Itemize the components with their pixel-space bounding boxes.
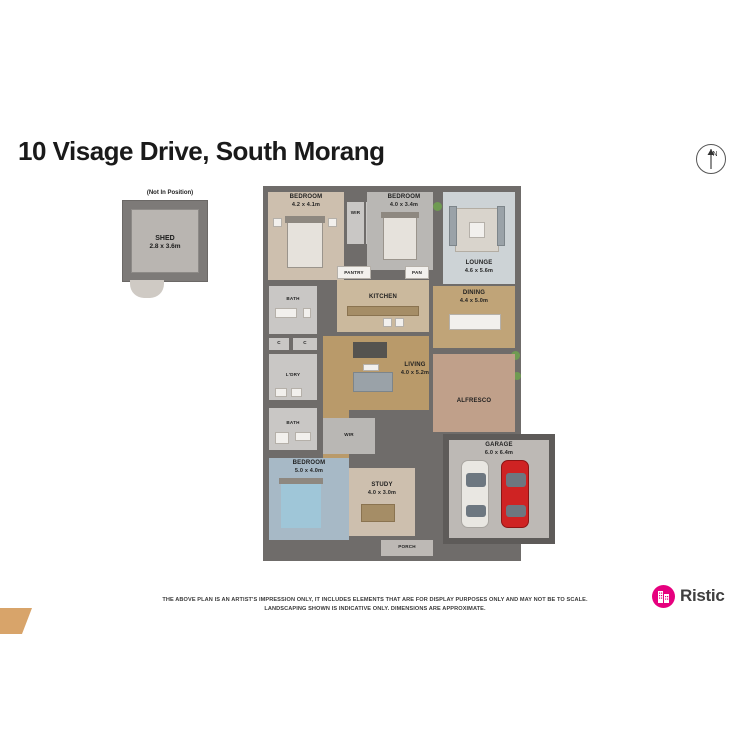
fixture-vanity bbox=[295, 432, 311, 441]
fixture-washer bbox=[291, 388, 302, 397]
furniture-bed bbox=[281, 482, 321, 528]
furniture-sofa bbox=[497, 206, 505, 246]
room-dimensions: 4.0 x 3.0m bbox=[367, 489, 397, 496]
furniture-tv-unit bbox=[353, 342, 387, 358]
fixture-shower bbox=[275, 432, 289, 444]
room-wir-top-left bbox=[347, 202, 364, 244]
disclaimer-line-1: THE ABOVE PLAN IS AN ARTIST'S IMPRESSION ONLY, IT INCLUDES ELEMENTS THAT ARE FOR DISPLAY PURPOSES ONLY AND MAY NOT BE TO SCALE. bbox=[162, 597, 588, 603]
shed-block bbox=[122, 200, 208, 282]
shed-floor bbox=[131, 209, 199, 273]
room-label-kitchen: KITCHEN bbox=[368, 294, 398, 300]
furniture-bed bbox=[287, 220, 323, 268]
room-label-dining bbox=[433, 290, 515, 305]
room-label-wir-top-left: WIR bbox=[350, 210, 361, 215]
furniture-bedhead bbox=[381, 212, 419, 218]
fixture-bath bbox=[275, 308, 297, 318]
shed-dimensions: 2.8 x 3.6m bbox=[149, 243, 181, 251]
floorplan-diagram bbox=[263, 186, 559, 561]
shed-note: (Not In Position) bbox=[146, 190, 194, 196]
room-name: LOUNGE bbox=[465, 260, 493, 266]
page-title: 10 Visage Drive, South Morang bbox=[18, 136, 385, 166]
room-label-wir-main: WIR bbox=[344, 432, 354, 437]
furniture-coffee-table bbox=[469, 222, 485, 238]
vehicle-red-car bbox=[501, 460, 529, 528]
closet-b-label: C bbox=[303, 340, 307, 345]
disclaimer-line-2: LANDSCAPING SHOWN IS INDICATIVE ONLY. DIMENSIONS ARE APPROXIMATE. bbox=[264, 605, 486, 612]
room-study bbox=[349, 468, 415, 536]
room-label-porch: PORCH bbox=[398, 544, 416, 549]
brand-name: Ristic bbox=[680, 586, 725, 605]
room-name: GARAGE bbox=[485, 442, 513, 448]
disclaimer bbox=[0, 596, 750, 613]
room-alfresco bbox=[433, 354, 515, 432]
room-name: LIVING bbox=[404, 362, 426, 368]
room-name: STUDY bbox=[371, 482, 393, 488]
corner-graphic bbox=[0, 608, 22, 634]
fixture-laundry-trough bbox=[275, 388, 287, 397]
room-dimensions: 4.4 x 5.0m bbox=[459, 297, 489, 304]
room-name: DINING bbox=[462, 290, 486, 296]
room-label-pan: PAN bbox=[412, 270, 422, 275]
room-dimensions: 4.2 x 4.1m bbox=[291, 201, 321, 208]
furniture-dining-table bbox=[449, 314, 501, 330]
shed-driveway bbox=[130, 280, 164, 298]
ristic-building-icon bbox=[652, 585, 675, 608]
room-dimensions: 5.0 x 4.0m bbox=[294, 467, 324, 474]
brand-logo bbox=[652, 583, 744, 613]
room-label-garage bbox=[449, 442, 549, 457]
furniture-coffee-table bbox=[363, 364, 379, 371]
room-label-laundry: L'DRY bbox=[285, 372, 301, 377]
north-compass-icon bbox=[696, 144, 726, 174]
shed-name: SHED bbox=[155, 235, 175, 242]
furniture-bed bbox=[383, 216, 417, 260]
furniture-bedhead bbox=[279, 478, 323, 484]
room-label-bedroom-front-left bbox=[268, 194, 344, 209]
room-label-bath-lower: BATH bbox=[286, 420, 300, 425]
svg-text:N: N bbox=[712, 151, 718, 158]
kitchen-appliance bbox=[395, 318, 404, 327]
fixture-toilet bbox=[303, 308, 311, 318]
vehicle-windshield bbox=[506, 473, 526, 487]
vehicle-white-car bbox=[461, 460, 489, 528]
room-dimensions: 4.0 x 3.4m bbox=[389, 201, 419, 208]
furniture-bedhead bbox=[285, 216, 325, 223]
furniture-desk bbox=[361, 504, 395, 522]
room-label-bedroom-front-right bbox=[371, 194, 437, 209]
vehicle-windshield bbox=[466, 473, 486, 487]
closet-a-label: C bbox=[277, 340, 281, 345]
landscaping-shrub bbox=[433, 202, 442, 211]
kitchen-island bbox=[347, 306, 419, 316]
room-label-bedroom-main bbox=[269, 460, 349, 475]
vehicle-rear-window bbox=[506, 505, 526, 517]
room-label-pantry: PANTRY bbox=[344, 270, 364, 275]
room-label-bath-upper: BATH bbox=[286, 296, 300, 301]
room-label-alfresco: ALFRESCO bbox=[456, 398, 492, 404]
furniture-sofa bbox=[353, 372, 393, 392]
kitchen-appliance bbox=[383, 318, 392, 327]
furniture-side-table bbox=[328, 218, 337, 227]
room-name: BEDROOM bbox=[289, 194, 323, 200]
room-label-study bbox=[349, 482, 415, 497]
room-dimensions: 4.6 x 5.6m bbox=[464, 267, 494, 274]
room-dimensions: 4.0 x 5.2m bbox=[400, 369, 430, 376]
furniture-side-table bbox=[273, 218, 282, 227]
shed-label bbox=[132, 234, 198, 252]
room-label-lounge bbox=[443, 260, 515, 275]
room-dimensions: 6.0 x 6.4m bbox=[484, 449, 514, 456]
room-name: BEDROOM bbox=[387, 194, 421, 200]
furniture-sofa bbox=[449, 206, 457, 246]
vehicle-rear-window bbox=[466, 505, 486, 517]
room-name: BEDROOM bbox=[292, 460, 326, 466]
